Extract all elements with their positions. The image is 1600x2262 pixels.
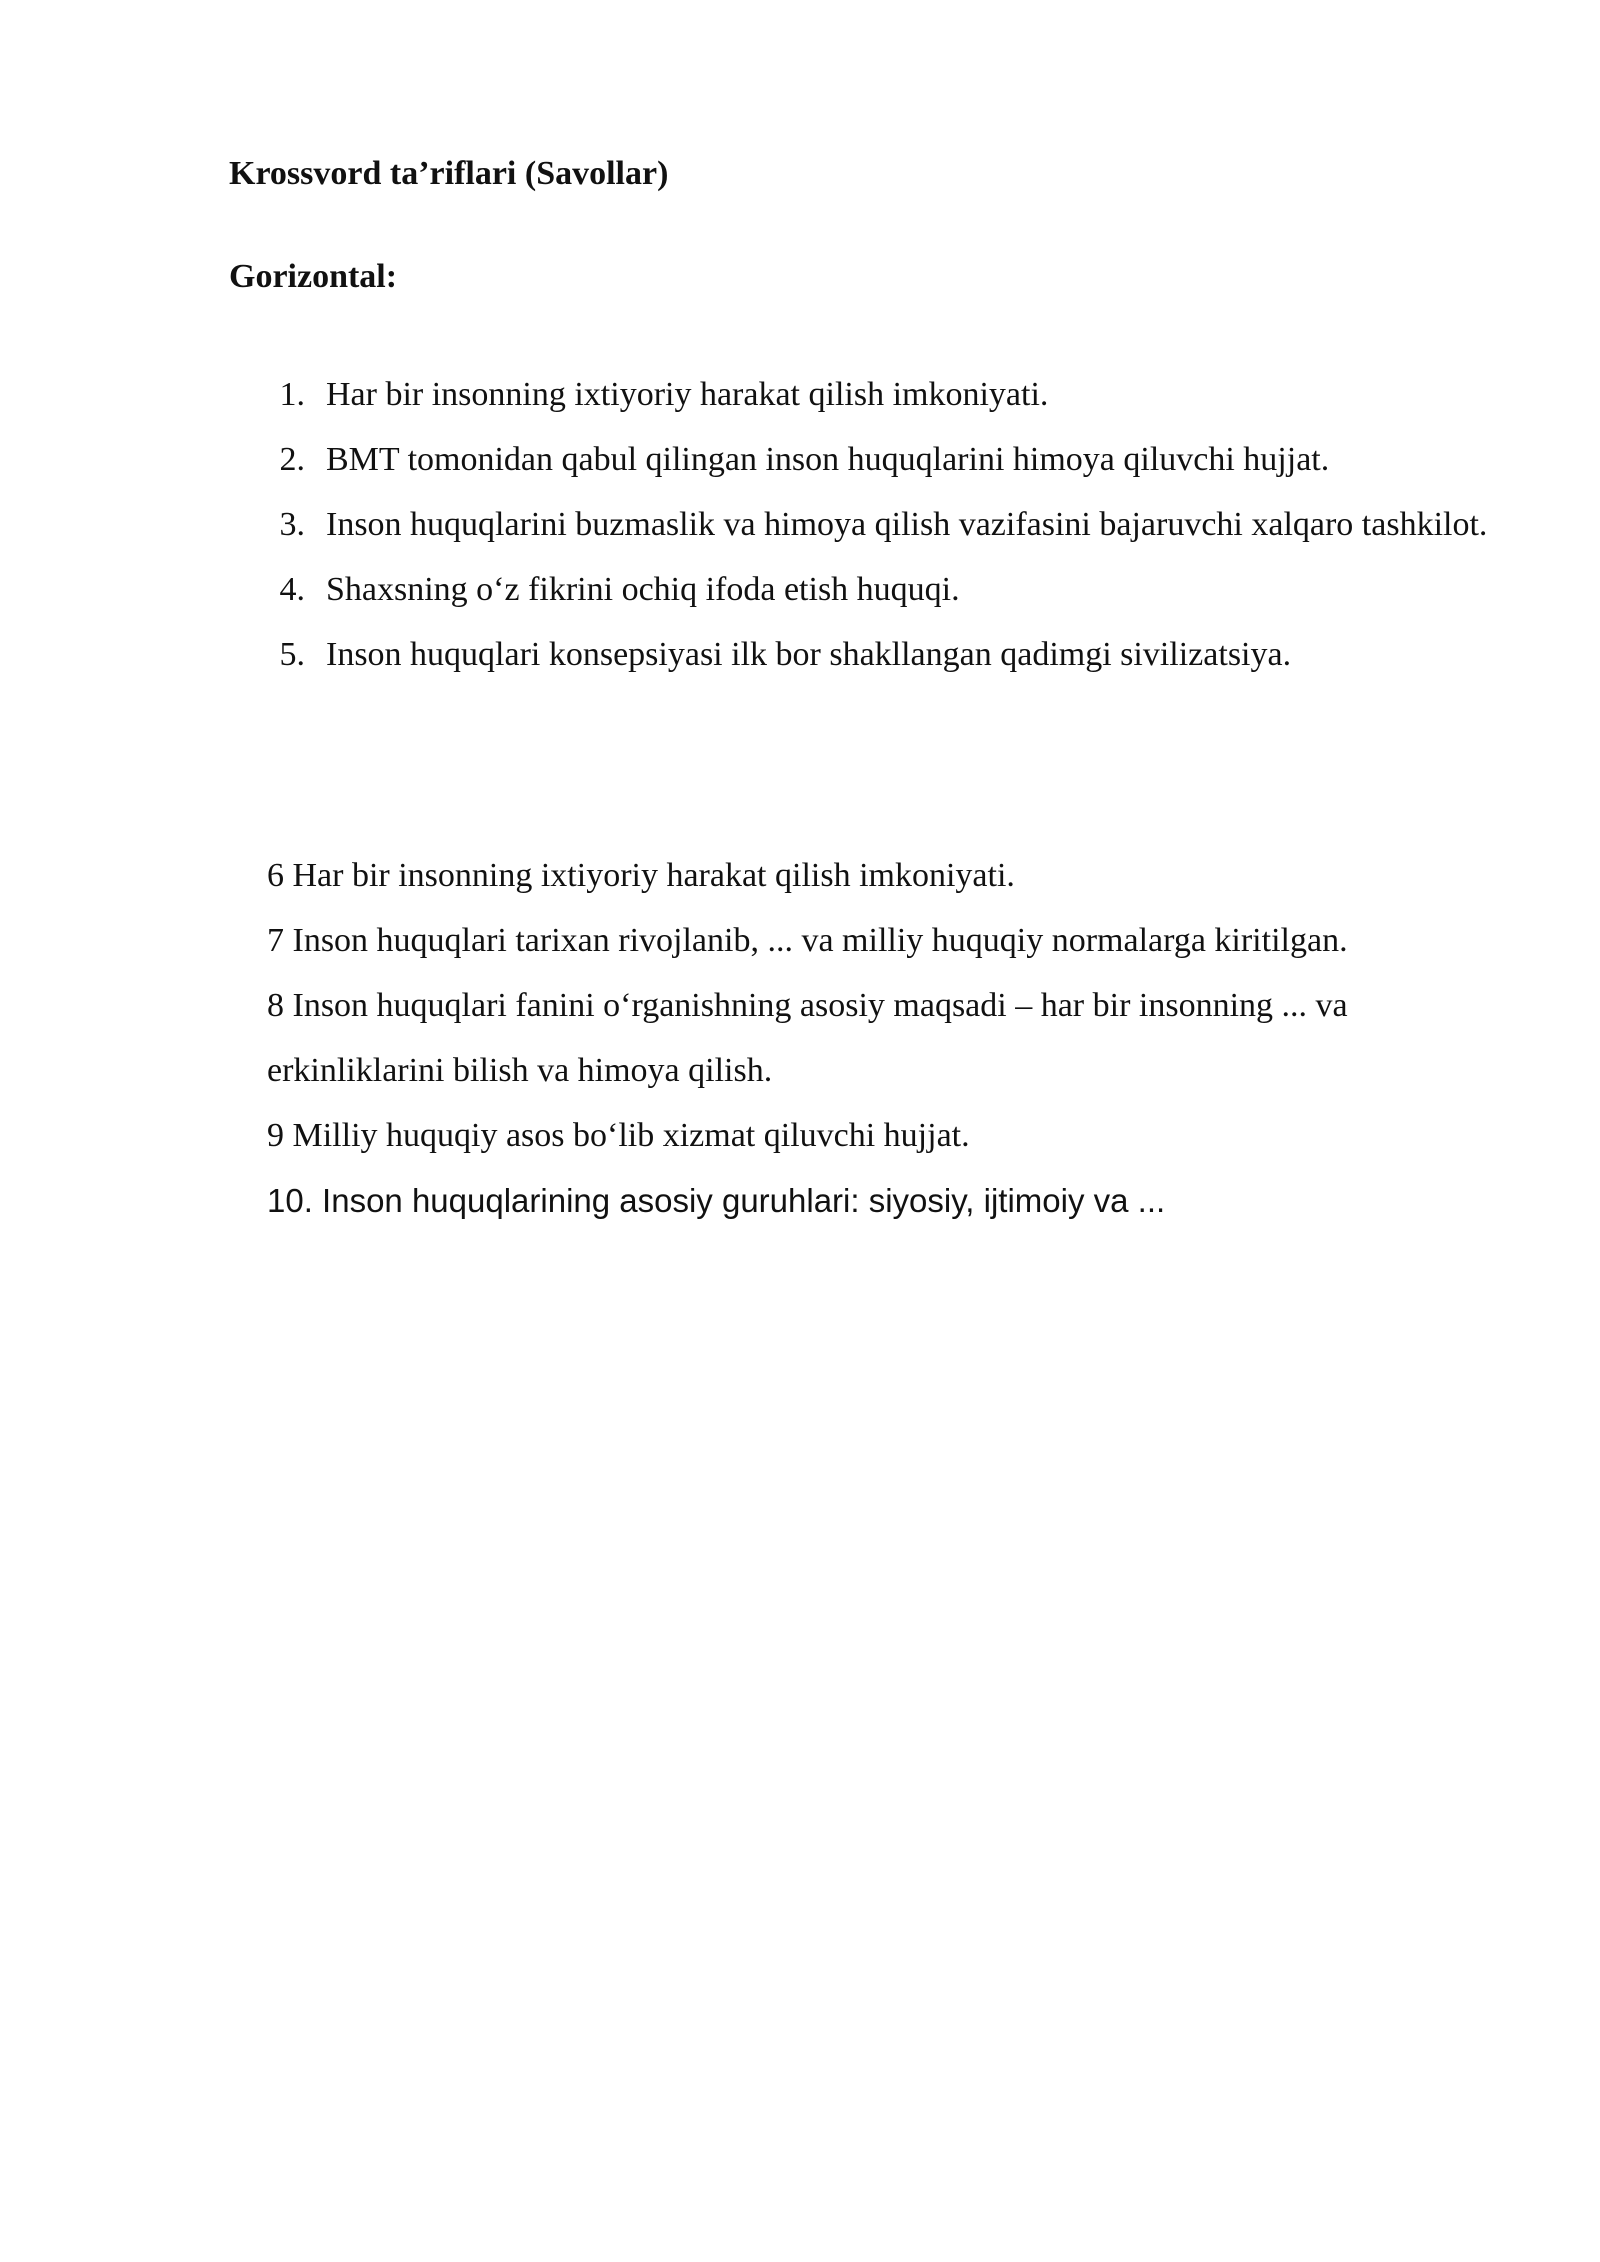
list-item-text: Har bir insonning ixtiyoriy harakat qilish imkoniyati. (326, 376, 1049, 413)
question-paragraph: 7 Inson huquqlari tarixan rivojlanib, ... va milliy huquqiy normalarga kiritilgan. (267, 922, 1348, 959)
list-item-number: 5. (279, 636, 305, 673)
list-item (229, 492, 1489, 557)
list-item-number: 1. (279, 376, 305, 413)
list-item (229, 622, 1489, 687)
question-paragraph: 9 Milliy huquqiy asos bo‘lib xizmat qiluvchi hujjat. (267, 1117, 970, 1154)
list-item-number: 2. (279, 441, 305, 478)
list-item-text: BMT tomonidan qabul qilingan inson huquqlarini himoya qiluvchi hujjat. (326, 441, 1330, 478)
document-title: Krossvord ta’riflari (Savollar) (229, 155, 669, 192)
numbered-question-list (229, 362, 1489, 687)
list-item-text: Shaxsning o‘z fikrini ochiq ifoda etish huquqi. (326, 571, 960, 608)
question-paragraph: 10. Inson huquqlarining asosiy guruhlari: siyosiy, ijtimoiy va ... (267, 1182, 1166, 1219)
list-item-text: Inson huquqlari konsepsiyasi ilk bor shakllangan qadimgi sivilizatsiya. (326, 636, 1292, 673)
list-item-number: 3. (279, 506, 305, 543)
section-heading: Gorizontal: (229, 258, 398, 295)
list-item (229, 427, 1489, 492)
list-item-text: Inson huquqlarini buzmaslik va himoya qilish vazifasini bajaruvchi xalqaro tashkilot. (326, 506, 1488, 543)
list-item-number: 4. (279, 571, 305, 608)
question-paragraph: 8 Inson huquqlari fanini o‘rganishning asosiy maqsadi – har bir insonning ... va erkinliklarini bilish va himoya qilish. (267, 987, 1348, 1089)
list-item (229, 362, 1489, 427)
additional-question-list (267, 843, 1497, 1233)
list-item (229, 557, 1489, 622)
question-paragraph: 6 Har bir insonning ixtiyoriy harakat qilish imkoniyati. (267, 857, 1015, 894)
